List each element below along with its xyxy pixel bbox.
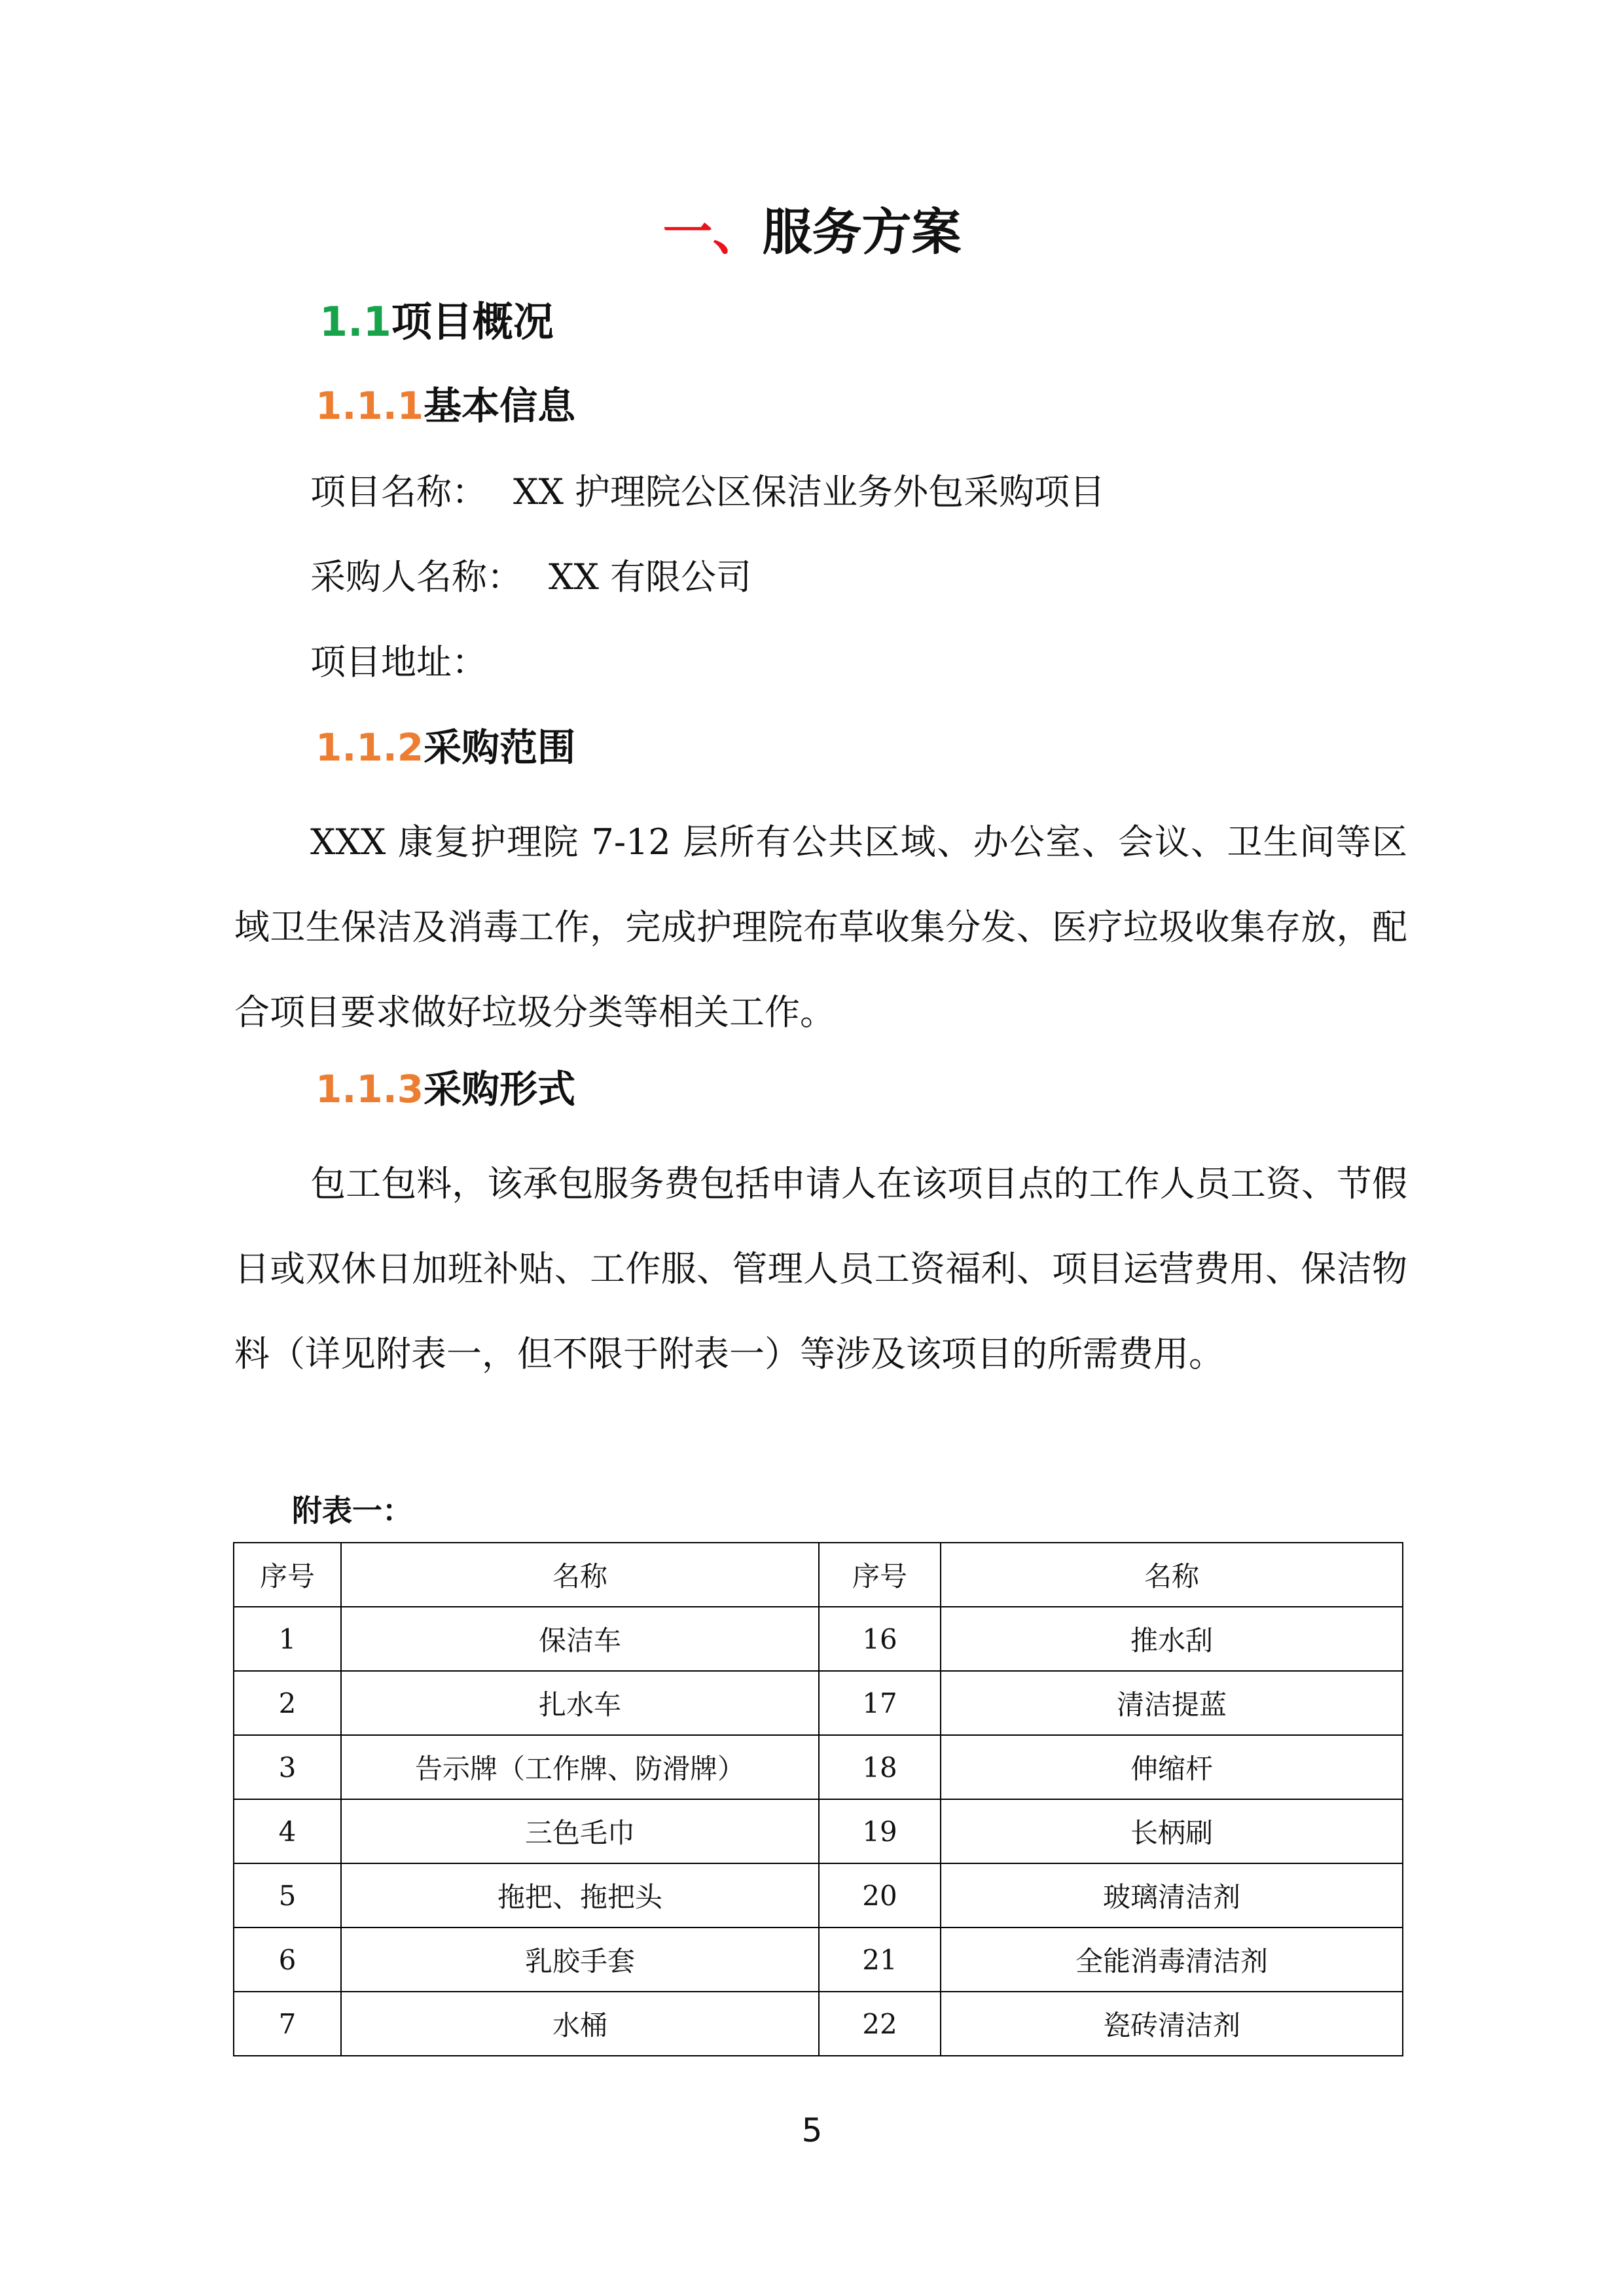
table-row (234, 1863, 1403, 1928)
table-cell: 告示牌（工作牌、防滑牌） (341, 1735, 819, 1799)
project-address-line (310, 630, 487, 695)
chapter-title (0, 196, 1624, 268)
header-name: 名称 (341, 1543, 819, 1607)
chapter-text: 服务方案 (762, 203, 962, 261)
form-paragraph: 包工包料，该承包服务费包括申请人在该项目点的工作人员工资、节假日或双休日加班补贴、工作服、管理人员工资福利、项目运营费用、保洁物料（详见附表一，但不限于附表一）等涉及该项目的所需费用。 (234, 1163, 1407, 1374)
scope-paragraph: XXX 康复护理院 7-12 层所有公共区域、办公室、会议、卫生间等区域卫生保洁及消毒工作，完成护理院布草收集分发、医疗垃圾收集存放，配合项目要求做好垃圾分类等相关工作。 (234, 821, 1407, 1033)
table-row (234, 1607, 1403, 1671)
table-cell: 全能消毒清洁剂 (941, 1928, 1403, 1992)
subsection-heading-1-1-3 (316, 1056, 575, 1122)
table-row (234, 1671, 1403, 1735)
page-number: 5 (801, 2111, 823, 2149)
subsection-number: 1.1.3 (316, 1067, 424, 1111)
header-name: 名称 (941, 1543, 1403, 1607)
table-cell: 18 (819, 1735, 941, 1799)
buyer-name-line (310, 545, 751, 610)
table-cell: 清洁提蓝 (941, 1671, 1403, 1735)
table-cell: 19 (819, 1799, 941, 1863)
table-cell: 20 (819, 1863, 941, 1928)
table-cell: 水桶 (341, 1992, 819, 2056)
table-row (234, 1992, 1403, 2056)
table-row (234, 1928, 1403, 1992)
subsection-heading-1-1-1 (316, 373, 575, 439)
table-row (234, 1799, 1403, 1863)
header-seq: 序号 (234, 1543, 341, 1607)
section-number: 1.1 (319, 298, 391, 346)
attachment-table (233, 1542, 1403, 2056)
subsection-title: 采购形式 (424, 1067, 576, 1111)
table-cell: 6 (234, 1928, 341, 1992)
header-seq: 序号 (819, 1543, 941, 1607)
chapter-number: 一、 (662, 203, 763, 261)
table-cell: 5 (234, 1863, 341, 1928)
table-cell: 乳胶手套 (341, 1928, 819, 1992)
table-cell: 3 (234, 1735, 341, 1799)
subsection-number: 1.1.1 (316, 384, 424, 428)
project-name-value: XX 护理院公区保洁业务外包采购项目 (513, 471, 1106, 512)
table-row (234, 1735, 1403, 1799)
buyer-name-value: XX 有限公司 (549, 556, 752, 598)
table-cell: 22 (819, 1992, 941, 2056)
subsection-number: 1.1.2 (316, 725, 424, 770)
table-cell: 三色毛巾 (341, 1799, 819, 1863)
table-cell: 推水刮 (941, 1607, 1403, 1671)
table-cell: 扎水车 (341, 1671, 819, 1735)
table-cell: 16 (819, 1607, 941, 1671)
table-cell: 长柄刷 (941, 1799, 1403, 1863)
section-heading-1-1 (319, 289, 554, 355)
project-address-label: 项目地址： (310, 641, 487, 683)
table-cell: 4 (234, 1799, 341, 1863)
table-cell: 保洁车 (341, 1607, 819, 1671)
table-cell: 伸缩杆 (941, 1735, 1403, 1799)
table-header-row (234, 1543, 1403, 1607)
table-cell: 2 (234, 1671, 341, 1735)
subsection-title: 采购范围 (424, 725, 576, 770)
table-cell: 17 (819, 1671, 941, 1735)
table-cell: 瓷砖清洁剂 (941, 1992, 1403, 2056)
table-cell: 21 (819, 1928, 941, 1992)
table-cell: 玻璃清洁剂 (941, 1863, 1403, 1928)
table-cell: 7 (234, 1992, 341, 2056)
project-name-label: 项目名称： (310, 471, 487, 512)
subsection-heading-1-1-2 (316, 715, 575, 780)
table-cell: 1 (234, 1607, 341, 1671)
table-caption: 附表一： (292, 1493, 412, 1528)
section-title: 项目概况 (391, 298, 554, 346)
buyer-name-label: 采购人名称： (310, 556, 522, 598)
table-cell: 拖把、拖把头 (341, 1863, 819, 1928)
project-name-line (310, 459, 1105, 525)
subsection-title: 基本信息 (424, 384, 576, 428)
